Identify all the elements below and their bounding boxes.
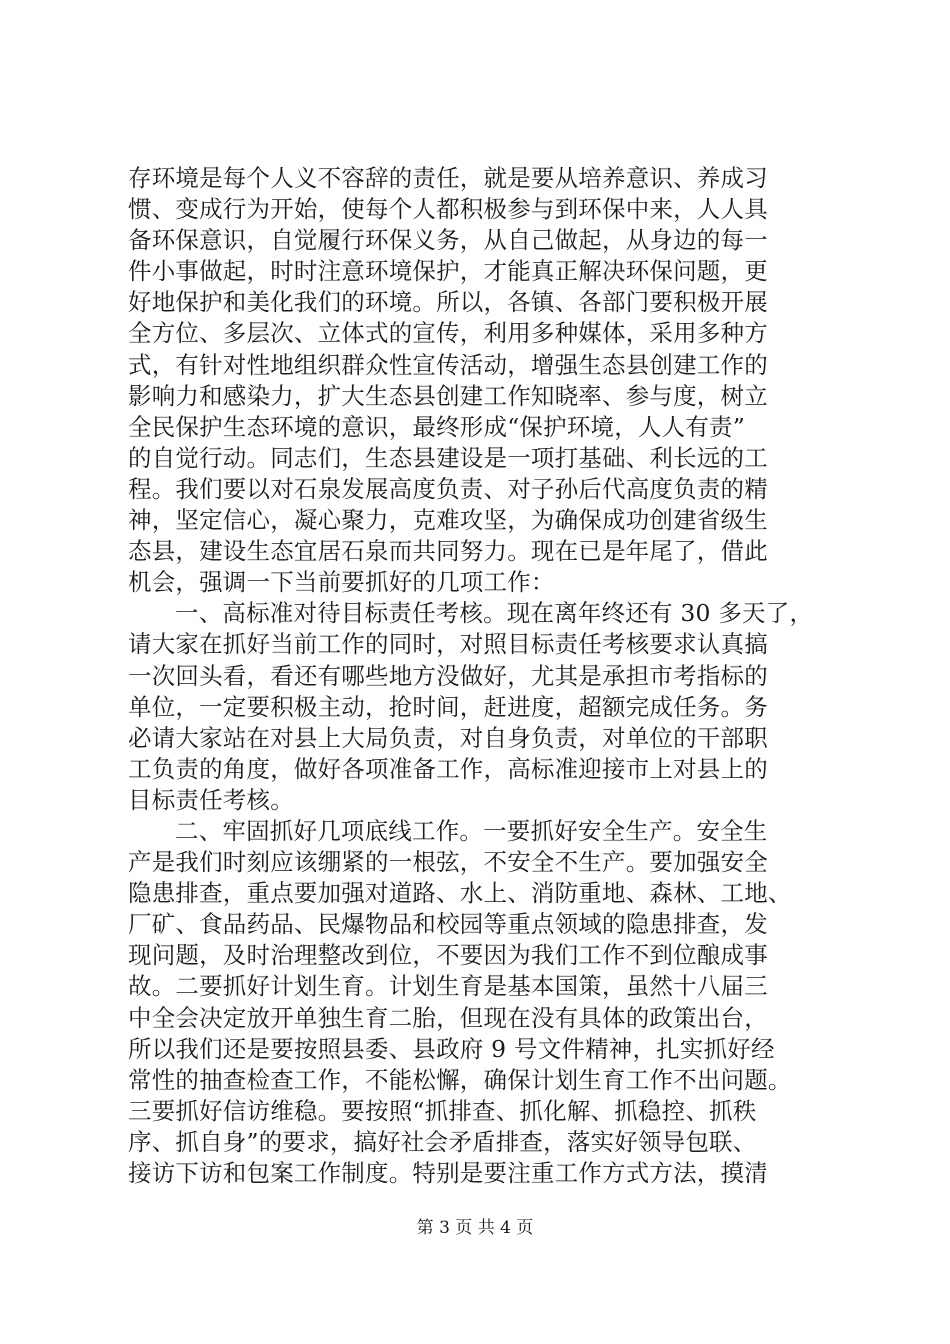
- paragraph-first-line: 二、牢固抓好几项底线工作。一要抓好安全生产。安全生: [175, 816, 768, 845]
- text-line: 机会，强调一下当前要抓好的几项工作：: [128, 568, 555, 597]
- text-line: 常性的抽查检查工作，不能松懈，确保计划生育工作不出问题。: [128, 1065, 792, 1094]
- text-line: 故。二要抓好计划生育。计划生育是基本国策，虽然十八届三: [128, 972, 768, 1001]
- document-body: [128, 163, 833, 1189]
- text-line: 存环境是每个人义不容辞的责任，就是要从培养意识、养成习: [128, 164, 768, 192]
- text-line: 件小事做起，时时注意环境保护，才能真正解决环保问题，更: [128, 257, 768, 286]
- text-line: 备环保意识，自觉履行环保义务，从自己做起，从身边的每一: [128, 226, 768, 255]
- text-line: 工负责的角度，做好各项准备工作，高标准迎接市上对县上的: [128, 754, 768, 783]
- paragraph-first-line: 一、高标准对待目标责任考核。现在离年终还有 30 多天了，: [175, 599, 814, 628]
- text-line: 全民保护生态环境的意识，最终形成“保护环境，人人有责”: [128, 412, 745, 441]
- text-line: 好地保护和美化我们的环境。所以，各镇、各部门要积极开展: [128, 288, 768, 317]
- text-line: 中全会决定放开单独生育二胎，但现在没有具体的政策出台，: [128, 1003, 768, 1032]
- text-line: 全方位、多层次、立体式的宣传，利用多种媒体，采用多种方: [128, 319, 768, 348]
- text-line: 请大家在抓好当前工作的同时，对照目标责任考核要求认真搞: [128, 630, 768, 659]
- text-line: 态县，建设生态宜居石泉而共同努力。现在已是年尾了，借此: [128, 537, 768, 566]
- text-line: 目标责任考核。: [128, 785, 294, 814]
- text-line: 所以我们还是要按照县委、县政府 9 号文件精神，扎实抓好经: [128, 1034, 775, 1063]
- text-line: 厂矿、食品药品、民爆物品和校园等重点领域的隐患排查，发: [128, 910, 768, 939]
- text-line: 现问题，及时治理整改到位，不要因为我们工作不到位酿成事: [128, 941, 768, 970]
- text-line: 产是我们时刻应该绷紧的一根弦，不安全不生产。要加强安全: [128, 848, 768, 877]
- text-line: 单位，一定要积极主动，抢时间，赶进度，超额完成任务。务: [128, 692, 768, 721]
- text-line: 必请大家站在对县上大局负责，对自身负责，对单位的干部职: [128, 723, 768, 752]
- text-line: 的自觉行动。同志们，生态县建设是一项打基础、利长远的工: [128, 443, 768, 472]
- text-line: 序、抓自身”的要求，搞好社会矛盾排查，落实好领导包联、: [128, 1127, 757, 1156]
- text-line: 神，坚定信心，凝心聚力，克难攻坚，为确保成功创建省级生: [128, 506, 768, 535]
- page-footer: 第 3 页 共 4 页: [416, 1218, 534, 1238]
- text-line: 式，有针对性地组织群众性宣传活动，增强生态县创建工作的: [128, 350, 768, 379]
- text-line: 程。我们要以对石泉发展高度负责、对子孙后代高度负责的精: [128, 474, 768, 503]
- text-line: 接访下访和包案工作制度。特别是要注重工作方式方法，摸清: [128, 1159, 768, 1187]
- text-line: 惯、变成行为开始，使每个人都积极参与到环保中来，人人具: [128, 195, 768, 224]
- text-line: 影响力和感染力，扩大生态县创建工作知晓率、参与度，树立: [128, 381, 768, 410]
- text-line: 三要抓好信访维稳。要按照“抓排查、抓化解、抓稳控、抓秩: [128, 1096, 757, 1125]
- text-line: 隐患排查，重点要加强对道路、水上、消防重地、森林、工地、: [128, 879, 792, 908]
- text-line: 一次回头看，看还有哪些地方没做好，尤其是承担市考指标的: [128, 661, 768, 690]
